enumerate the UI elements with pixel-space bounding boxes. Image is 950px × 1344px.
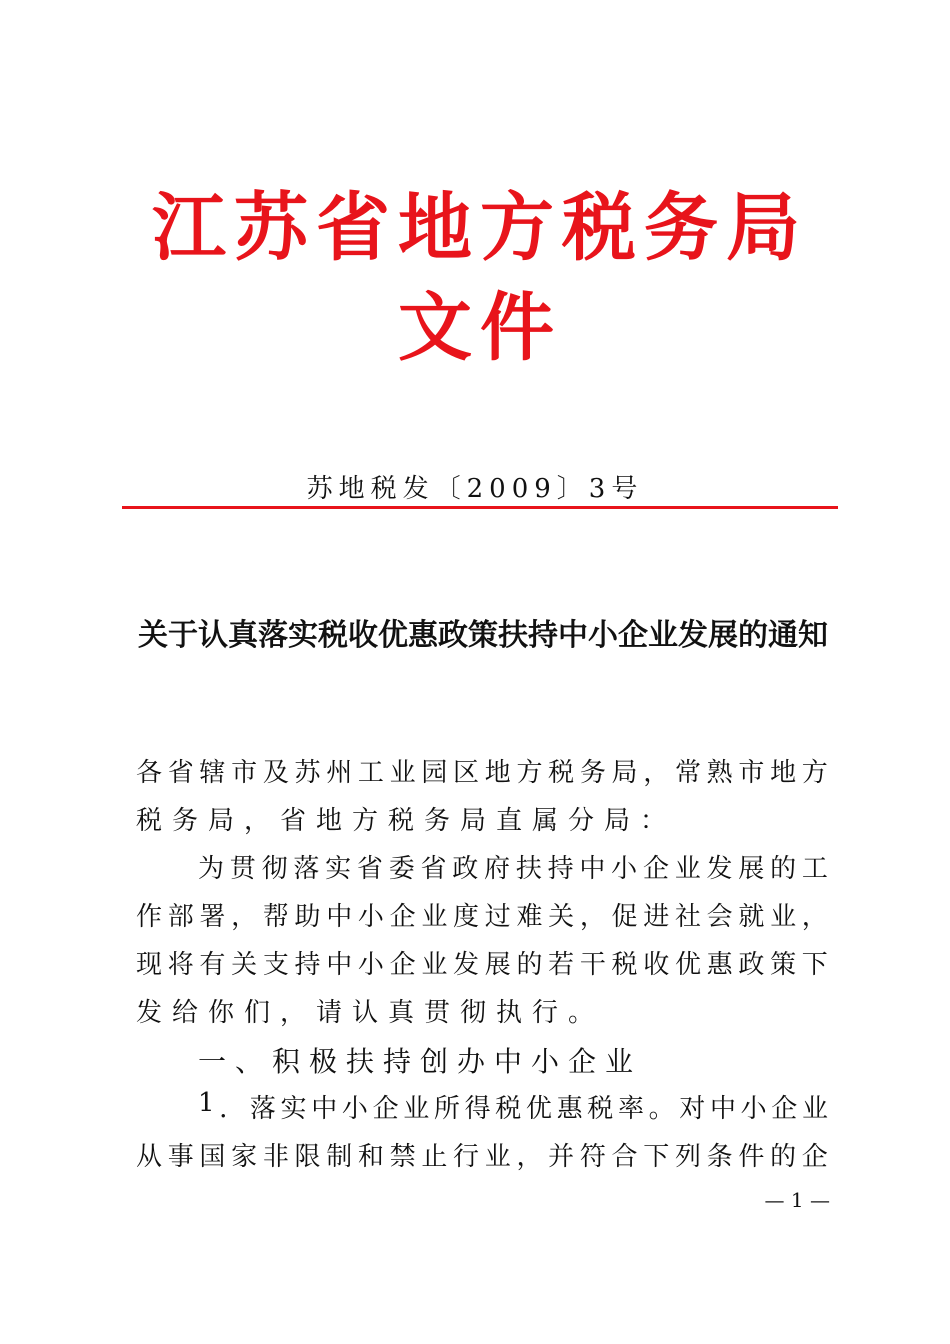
char: 合 bbox=[611, 1142, 638, 1172]
char: 行 bbox=[453, 1142, 480, 1172]
char: ， bbox=[643, 758, 670, 788]
char: ， bbox=[579, 902, 606, 932]
char: 中 bbox=[311, 1094, 338, 1124]
char: 止 bbox=[421, 1142, 448, 1172]
char: 府 bbox=[484, 854, 511, 884]
char: 助 bbox=[294, 902, 321, 932]
char: 务 bbox=[579, 758, 606, 788]
char: 会 bbox=[706, 902, 733, 932]
document-header-title: 江苏省地方税务局文件 bbox=[152, 185, 808, 371]
char: 难 bbox=[516, 902, 543, 932]
body-line-1 bbox=[136, 752, 828, 789]
char: 中 bbox=[709, 1094, 736, 1124]
char: 就 bbox=[738, 902, 765, 932]
char: 干 bbox=[579, 950, 606, 980]
char: 小 bbox=[341, 1094, 368, 1124]
char: 从 bbox=[136, 1142, 163, 1172]
char: 的 bbox=[770, 854, 797, 884]
char: 政 bbox=[738, 950, 765, 980]
char: 社 bbox=[674, 902, 701, 932]
char: 小 bbox=[611, 854, 638, 884]
char: 中 bbox=[579, 854, 606, 884]
char: 持 bbox=[294, 950, 321, 980]
char: 中 bbox=[326, 950, 353, 980]
char: 的 bbox=[516, 950, 543, 980]
char: 收 bbox=[643, 950, 670, 980]
char: 非 bbox=[262, 1142, 289, 1172]
notice-title: 关于认真落实税收优惠政策扶持中小企业发展的通知 bbox=[138, 618, 828, 653]
page-number: — 1 — bbox=[764, 1188, 830, 1212]
char: 为 bbox=[198, 854, 225, 884]
char: 税 bbox=[495, 1094, 522, 1124]
char: 州 bbox=[326, 758, 353, 788]
char: 若 bbox=[548, 950, 575, 980]
item-line-2 bbox=[136, 1136, 828, 1173]
char: 扶 bbox=[515, 854, 542, 884]
char: 企 bbox=[642, 854, 669, 884]
char: 省 bbox=[167, 758, 194, 788]
char: 地 bbox=[484, 758, 511, 788]
char: 国 bbox=[199, 1142, 226, 1172]
char: 园 bbox=[421, 758, 448, 788]
char: 将 bbox=[167, 950, 194, 980]
char: 有 bbox=[199, 950, 226, 980]
char: 事 bbox=[167, 1142, 194, 1172]
char: 企 bbox=[389, 902, 416, 932]
char: 小 bbox=[357, 902, 384, 932]
char: 贯 bbox=[229, 854, 256, 884]
body-line-5 bbox=[136, 944, 828, 981]
char: 惠 bbox=[556, 1094, 583, 1124]
char: 各 bbox=[136, 758, 163, 788]
char: 的 bbox=[770, 1142, 797, 1172]
char: 苏 bbox=[294, 758, 321, 788]
char: 业 bbox=[421, 950, 448, 980]
char: 作 bbox=[136, 902, 163, 932]
char: 企 bbox=[771, 1094, 798, 1124]
char: 关 bbox=[231, 950, 258, 980]
item-line-1 bbox=[198, 1088, 828, 1125]
char: 支 bbox=[262, 950, 289, 980]
char: 所 bbox=[433, 1094, 460, 1124]
char: 1 bbox=[198, 1088, 215, 1118]
char: 和 bbox=[357, 1142, 384, 1172]
char: 度 bbox=[453, 902, 480, 932]
char: 对 bbox=[679, 1094, 706, 1124]
char: 关 bbox=[548, 902, 575, 932]
body-line-2: 税务局，省地方税务局直属分局： bbox=[136, 806, 677, 836]
char: 落 bbox=[293, 854, 320, 884]
char: 条 bbox=[706, 1142, 733, 1172]
char: 署 bbox=[199, 902, 226, 932]
char: 业 bbox=[674, 854, 701, 884]
char: 制 bbox=[326, 1142, 353, 1172]
body-line-3 bbox=[198, 848, 828, 885]
char: 实 bbox=[325, 854, 352, 884]
char: 家 bbox=[231, 1142, 258, 1172]
char: 方 bbox=[516, 758, 543, 788]
char: ， bbox=[801, 902, 828, 932]
char: 税 bbox=[548, 758, 575, 788]
char: 部 bbox=[167, 902, 194, 932]
section-heading: 一、积极扶持创办中小企业 bbox=[198, 1045, 643, 1078]
char: 工 bbox=[801, 854, 828, 884]
char: 业 bbox=[770, 902, 797, 932]
char: 税 bbox=[611, 950, 638, 980]
char: 地 bbox=[770, 758, 797, 788]
char: 方 bbox=[801, 758, 828, 788]
red-divider-line bbox=[122, 506, 838, 509]
body-line-6: 发给你们，请认真贯彻执行。 bbox=[136, 998, 605, 1028]
char: 件 bbox=[738, 1142, 765, 1172]
char: 惠 bbox=[706, 950, 733, 980]
char: 工 bbox=[357, 758, 384, 788]
char: 并 bbox=[548, 1142, 575, 1172]
char: 业 bbox=[421, 902, 448, 932]
char: 业 bbox=[403, 1094, 430, 1124]
char: 实 bbox=[280, 1094, 307, 1124]
char: 发 bbox=[453, 950, 480, 980]
char: 。 bbox=[648, 1094, 675, 1124]
char: 优 bbox=[674, 950, 701, 980]
char: 市 bbox=[738, 758, 765, 788]
char: 企 bbox=[372, 1094, 399, 1124]
char: 中 bbox=[326, 902, 353, 932]
char: 企 bbox=[801, 1142, 828, 1172]
char: 常 bbox=[674, 758, 701, 788]
char: 及 bbox=[262, 758, 289, 788]
char: 过 bbox=[484, 902, 511, 932]
char: 政 bbox=[452, 854, 479, 884]
char: 得 bbox=[464, 1094, 491, 1124]
char: 辖 bbox=[199, 758, 226, 788]
char: 熟 bbox=[706, 758, 733, 788]
char: 市 bbox=[231, 758, 258, 788]
document-number: 苏地税发〔2009〕3号 bbox=[306, 474, 644, 504]
char: 策 bbox=[770, 950, 797, 980]
char: 限 bbox=[294, 1142, 321, 1172]
char: 进 bbox=[643, 902, 670, 932]
char: 禁 bbox=[389, 1142, 416, 1172]
char: 率 bbox=[617, 1094, 644, 1124]
char: ． bbox=[219, 1094, 246, 1124]
char: 展 bbox=[738, 854, 765, 884]
char: 持 bbox=[547, 854, 574, 884]
char: 符 bbox=[579, 1142, 606, 1172]
char: 省 bbox=[356, 854, 383, 884]
char: 业 bbox=[389, 758, 416, 788]
char: 税 bbox=[587, 1094, 614, 1124]
char: 帮 bbox=[262, 902, 289, 932]
char: 委 bbox=[388, 854, 415, 884]
char: 企 bbox=[389, 950, 416, 980]
char: 业 bbox=[801, 1094, 828, 1124]
char: 列 bbox=[674, 1142, 701, 1172]
char: 促 bbox=[611, 902, 638, 932]
char: 业 bbox=[484, 1142, 511, 1172]
char: 展 bbox=[484, 950, 511, 980]
char: 优 bbox=[525, 1094, 552, 1124]
char: 省 bbox=[420, 854, 447, 884]
char: 小 bbox=[740, 1094, 767, 1124]
body-line-4 bbox=[136, 896, 828, 933]
char: 发 bbox=[706, 854, 733, 884]
char: 小 bbox=[357, 950, 384, 980]
char: 区 bbox=[453, 758, 480, 788]
char: ， bbox=[231, 902, 258, 932]
char: 彻 bbox=[261, 854, 288, 884]
char: 现 bbox=[136, 950, 163, 980]
char: 落 bbox=[249, 1094, 276, 1124]
char: ， bbox=[516, 1142, 543, 1172]
char: 下 bbox=[643, 1142, 670, 1172]
char: 局 bbox=[611, 758, 638, 788]
char: 下 bbox=[801, 950, 828, 980]
